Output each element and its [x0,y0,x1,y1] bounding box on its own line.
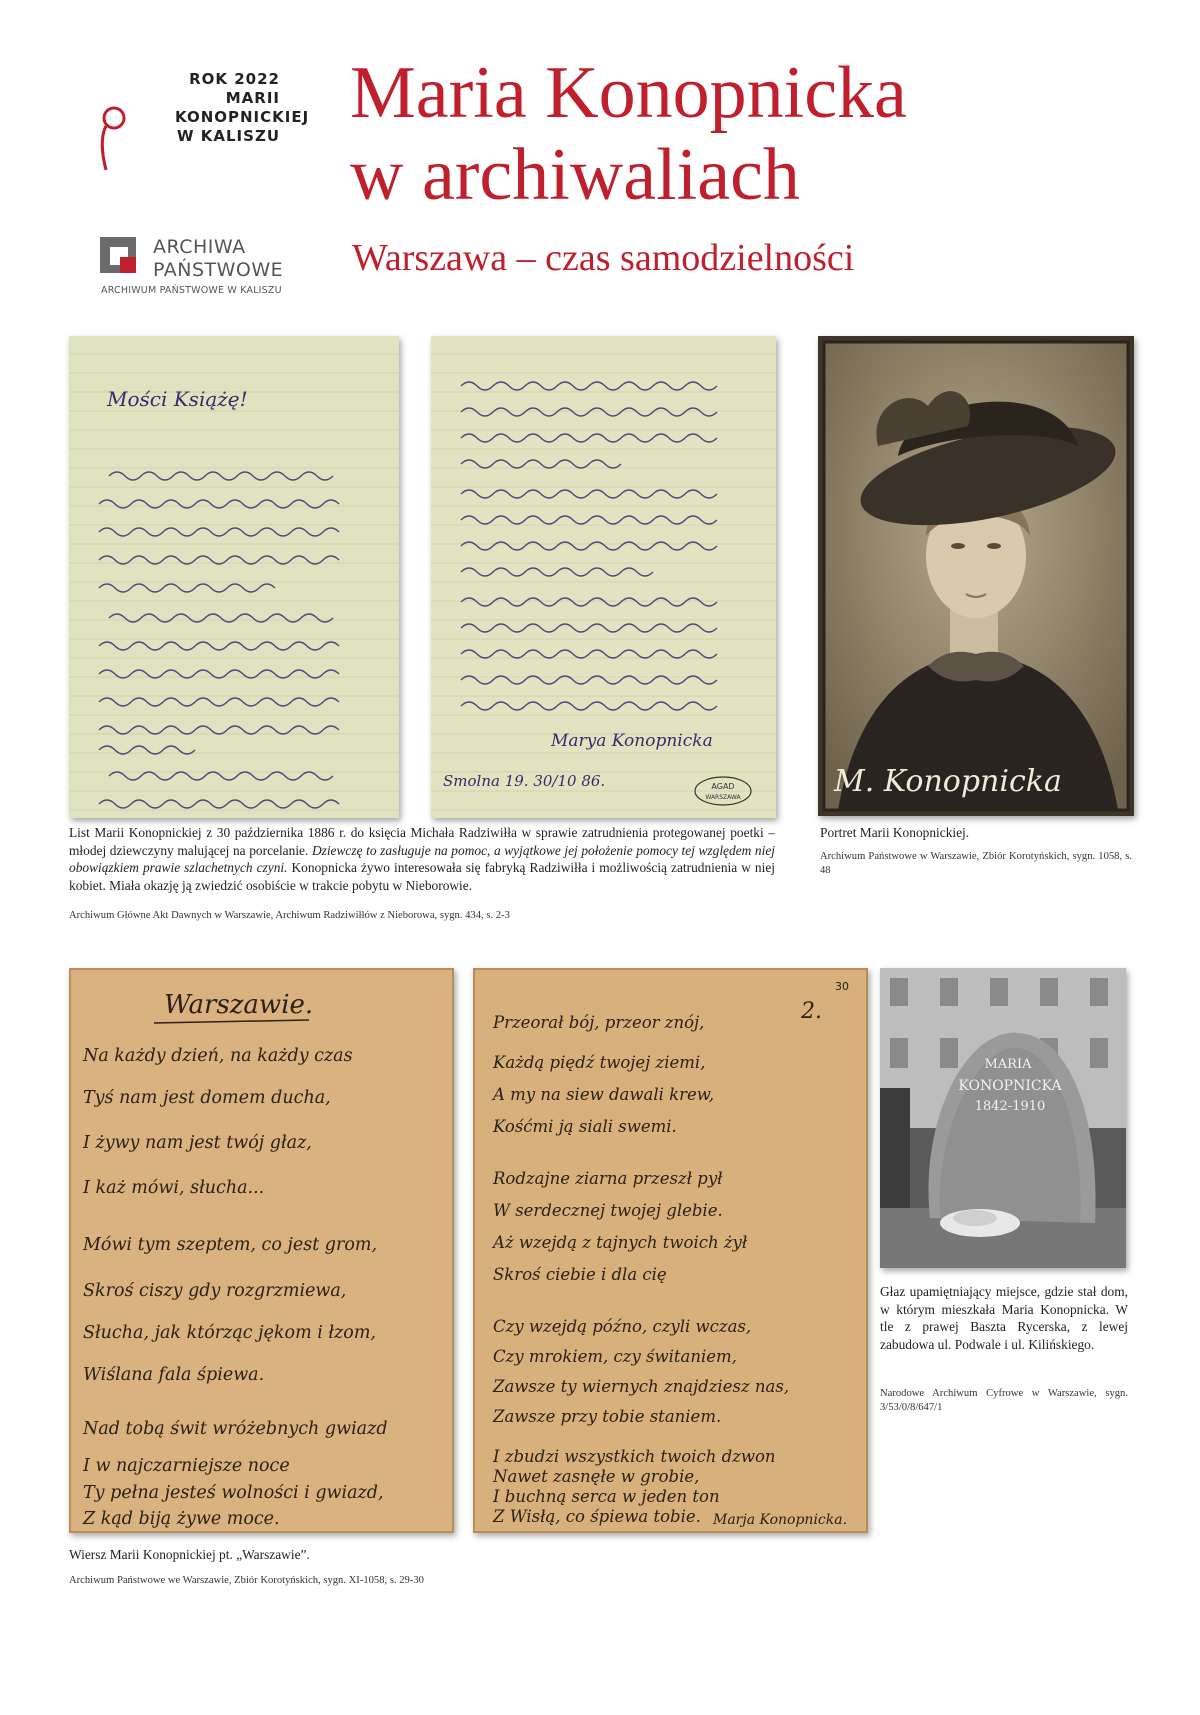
portrait-inscription: M. Konopnicka [834,764,1062,799]
letter-source: Archiwum Główne Akt Dawnych w Warszawie, Archiwum Radziwiłłów z Nieborowa, sygn. 434, s. 2-3 [69,910,510,921]
poem-line: Rodzajne ziarna przeszł pył [493,1169,723,1188]
poem-line: Nawet zasnęłe w grobie, [493,1467,700,1486]
archiwa-logo-icon [100,237,146,279]
poem-line: Na każdy dzień, na każdy czas [83,1046,353,1066]
poem-line: I buchną serca w jeden ton [493,1487,720,1506]
poem-line: Czy wzejdą późno, czyli wczas, [493,1317,752,1336]
needle-hook-icon [92,104,132,176]
poem-line: W serdecznej twojej glebie. [493,1201,723,1220]
poem-caption: Wiersz Marii Konopnickiej pt. „Warszawie”. [69,1547,310,1562]
page-subtitle: Warszawa – czas samodzielności [352,237,855,279]
stone-inscription: MARIA [984,1057,1032,1072]
poem-line: Czy mrokiem, czy świtaniem, [493,1347,737,1366]
letter-page-1-image [69,336,399,818]
poem-source: Archiwum Państwowe we Warszawie, Zbiór Korotyńskich, sygn. XI-1058, s. 29-30 [69,1575,424,1586]
poem-line: Kośćmi ją siali swemi. [493,1117,677,1136]
year-logo-line: W KALISZU [177,127,280,145]
archiwa-logo-subtitle: ARCHIWUM PAŃSTWOWE W KALISZU [101,285,282,296]
poem-line: Nad tobą świt wróżebnych gwiazd [83,1419,388,1439]
poem-line: Skroś ciebie i dla cię [493,1265,667,1284]
portrait-source: Archiwum Państwowe w Warszawie, Zbiór Korotyńskich, sygn. 1058, s. 48 [820,851,1132,876]
poem-line: Aż wzejdą z tajnych twoich żył [493,1233,748,1252]
letter-caption-text: List Marii Konopnickiej z 30 października 1886 r. do księcia Michała Radziwiłła w sprawie zatrudnienia protegowanej poetki – młodej dziewczyny malującej na porcelanie. [69,825,775,858]
stone-inscription: 1842-1910 [974,1099,1046,1114]
poem-line: Tyś nam jest domem ducha, [83,1088,331,1108]
poem-line: Każdą piędź twojej ziemi, [493,1053,706,1072]
stamp-text: WARSZAWA [705,794,741,801]
poem-line: A my na siew dawali krew, [493,1085,715,1104]
year-logo-line: ROK 2022 [189,70,280,88]
stamp-text: AGAD [711,782,735,791]
letter-greeting: Mości Książę! [107,387,248,411]
poem-line: Ty pełna jesteś wolności i gwiazd, [83,1483,384,1503]
portrait-caption: Portret Marii Konopnickiej. [820,825,970,840]
year-logo-line: KONOPNICKIEJ [175,108,310,126]
portrait-photo [818,336,1134,816]
poem-line: I w najczarniejsze noce [83,1456,290,1476]
poem-page-2-image [473,968,868,1533]
letter-caption-text: Konopnicka żywo interesowała się fabryką Radziwiłła i możliwością zatrudnienia w niej kobiet. Miała okazję ją zwiedzić osobiście w trakcie pobytu w Nieborowie. [69,860,775,893]
poem-title: Warszawie. [164,990,314,1020]
poem-line: I żywy nam jest twój głaz, [83,1133,312,1153]
poem-line: Wiślana fala śpiewa. [83,1365,265,1385]
memorial-stone-photo [880,968,1126,1268]
letter-caption [69,824,775,894]
poem-line: Z Wisłą, co śpiewa tobie. [493,1507,701,1526]
poem-line: I zbudzi wszystkich twoich dzwon [493,1447,776,1466]
page-title-line2: w archiwaliach [350,134,800,216]
poem-page-number: 2. [801,999,822,1024]
archiwa-logo-line: ARCHIWA [153,236,246,258]
poem-line: Z kąd biją żywe moce. [83,1509,280,1529]
year-logo-line: MARII [225,89,280,107]
letter-date: Smolna 19. 30/10 86. [443,772,606,790]
poem-signature: Marja Konopnicka. [713,1512,848,1528]
poem-line: Mówi tym szeptem, co jest grom, [83,1235,378,1255]
poem-line: Przeorał bój, przeor znój, [493,1013,705,1032]
archiwa-logo-text [153,236,283,282]
poem-line: I każ mówi, słucha... [83,1178,265,1198]
stone-caption: Głaz upamiętniający miejsce, gdzie stał dom, w którym mieszkała Maria Konopnicka. W tle z prawej Baszta Rycerska, z lewej zabudowa ul. Podwale i ul. Kilińskiego. [880,1284,1128,1352]
poem-line: Zawsze przy tobie staniem. [493,1407,722,1426]
poem-page-1-image [69,968,454,1533]
poem-page-number-small: 30 [835,980,849,993]
poem-line: Zawsze ty wiernych znajdziesz nas, [493,1377,790,1396]
poem-line: Słucha, jak którząc jękom i łzom, [83,1323,376,1343]
archiwa-logo-line: PAŃSTWOWE [153,259,284,281]
letter-signature: Marya Konopnicka [551,731,713,751]
stone-inscription: KONOPNICKA [958,1078,1062,1094]
letter-caption-quote: Dziewczę to zasługuje na pomoc, a wyjątkowe jej położenie pomocy tej względem niej obowiązkiem prawie szlachetnych czyni. [69,842,775,875]
stone-source: Narodowe Archiwum Cyfrowe w Warszawie, sygn. 3/53/0/8/647/1 [880,1388,1128,1413]
letter-page-2-image [431,336,776,818]
page-title-line1: Maria Konopnicka [350,52,907,134]
poem-line: Skroś ciszy gdy rozgrzmiewa, [83,1281,347,1301]
year-logo [175,70,310,146]
